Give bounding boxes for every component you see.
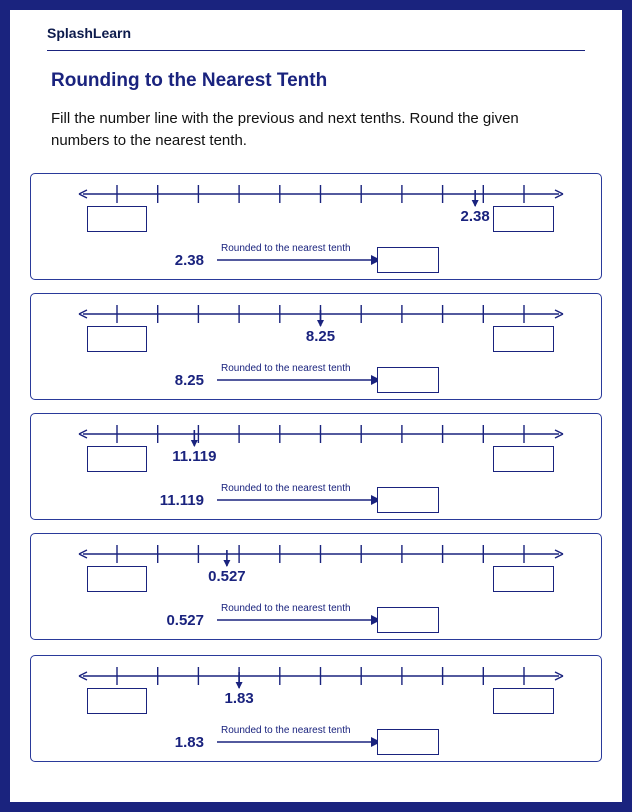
rounded-label: Rounded to the nearest tenth (221, 243, 351, 254)
marker-label: 8.25 (305, 328, 336, 345)
given-number: 1.83 (174, 734, 204, 751)
rounded-label: Rounded to the nearest tenth (221, 363, 351, 374)
value-marker-head (191, 440, 198, 447)
value-marker-head (223, 560, 230, 567)
rounded-label: Rounded to the nearest tenth (221, 603, 351, 614)
marker-label: 2.38 (460, 208, 490, 225)
next-tenth-box[interactable] (493, 566, 554, 592)
rounded-answer-box[interactable] (377, 247, 439, 273)
brand-logo: SplashLearn (47, 25, 132, 41)
value-marker-head (236, 682, 243, 689)
problem-card-3 (30, 413, 602, 520)
rounded-answer-box[interactable] (377, 487, 439, 513)
next-tenth-box[interactable] (493, 326, 554, 352)
given-number: 2.38 (174, 252, 204, 269)
previous-tenth-box[interactable] (87, 206, 147, 232)
rounded-answer-box[interactable] (377, 607, 439, 633)
marker-label: 1.83 (224, 690, 254, 707)
problem-card-1 (30, 173, 602, 280)
value-marker-head (472, 200, 479, 207)
marker-label: 0.527 (208, 568, 246, 585)
next-tenth-box[interactable] (493, 446, 554, 472)
value-marker-head (317, 320, 324, 327)
page-title: Rounding to the Nearest Tenth (51, 70, 328, 91)
instructions: Fill the number line with the previous and next tenths. Round the given numbers to the nearest tenth. (51, 110, 519, 149)
rounded-label: Rounded to the nearest tenth (221, 483, 351, 494)
rounded-label: Rounded to the nearest tenth (221, 725, 351, 736)
worksheet-page (10, 10, 622, 802)
given-number: 8.25 (174, 372, 204, 389)
previous-tenth-box[interactable] (87, 688, 147, 714)
marker-label: 11.119 (172, 448, 217, 465)
previous-tenth-box[interactable] (87, 566, 147, 592)
given-number: 11.119 (159, 492, 204, 509)
problem-card-5 (30, 655, 602, 762)
rounded-answer-box[interactable] (377, 729, 439, 755)
problem-card-2 (30, 293, 602, 400)
previous-tenth-box[interactable] (87, 446, 147, 472)
problem-card-4 (30, 533, 602, 640)
rounded-answer-box[interactable] (377, 367, 439, 393)
header-divider (47, 50, 585, 51)
previous-tenth-box[interactable] (87, 326, 147, 352)
given-number: 0.527 (166, 612, 204, 629)
next-tenth-box[interactable] (493, 206, 554, 232)
next-tenth-box[interactable] (493, 688, 554, 714)
